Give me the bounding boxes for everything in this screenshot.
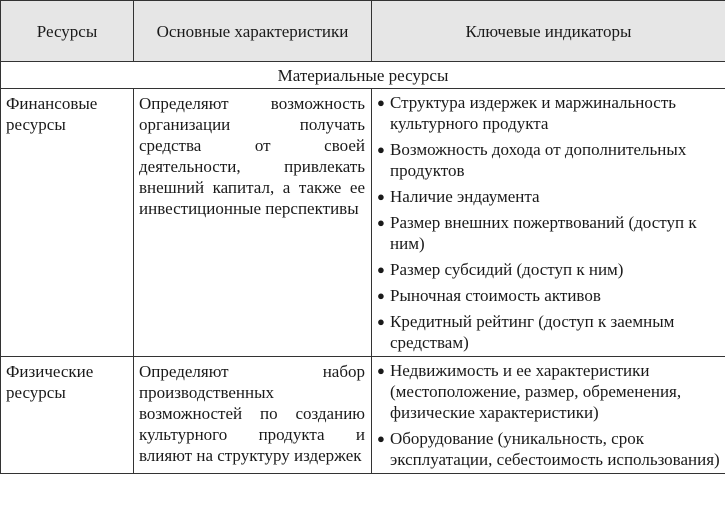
resource-name: Финансовые ресурсы bbox=[1, 89, 134, 357]
indicator-text: Кредитный рейтинг (доступ к заемным средствам) bbox=[390, 312, 675, 352]
bullet-icon: ● bbox=[377, 95, 385, 110]
indicator-text: Оборудование (уникальность, срок эксплуатации, себестоимость использования) bbox=[390, 429, 720, 469]
table-row bbox=[1, 89, 725, 357]
indicator-list bbox=[375, 360, 721, 470]
resource-name: Физические ресурсы bbox=[1, 357, 134, 474]
indicator-item bbox=[375, 139, 721, 181]
indicator-list bbox=[375, 92, 721, 353]
bullet-icon: ● bbox=[377, 215, 385, 230]
bullet-icon: ● bbox=[377, 189, 385, 204]
resource-indicators bbox=[372, 357, 725, 474]
bullet-icon: ● bbox=[377, 262, 385, 277]
indicator-text: Рыночная стоимость активов bbox=[390, 286, 601, 305]
indicator-item bbox=[375, 285, 721, 306]
bullet-icon: ● bbox=[377, 142, 385, 157]
indicator-text: Наличие эндаумента bbox=[390, 187, 540, 206]
resource-characteristics: Определяют набор производственных возможностей по созданию культурного продукта и влияют на структуру издержек bbox=[134, 357, 372, 474]
indicator-item bbox=[375, 311, 721, 353]
header-characteristics: Основные характеристики bbox=[134, 1, 372, 62]
indicator-item bbox=[375, 259, 721, 280]
indicator-item bbox=[375, 92, 721, 134]
indicator-text: Размер внешних пожертвований (доступ к ним) bbox=[390, 213, 697, 253]
indicator-text: Возможность дохода от дополнительных продуктов bbox=[390, 140, 687, 180]
indicator-item bbox=[375, 360, 721, 423]
bullet-icon: ● bbox=[377, 431, 385, 446]
indicator-text: Размер субсидий (доступ к ним) bbox=[390, 260, 624, 279]
header-indicators: Ключевые индикаторы bbox=[372, 1, 725, 62]
indicator-item bbox=[375, 428, 721, 470]
section-title: Материальные ресурсы bbox=[1, 62, 725, 89]
indicator-text: Структура издержек и маржинальность культурного продукта bbox=[390, 93, 676, 133]
indicator-item bbox=[375, 186, 721, 207]
table-row bbox=[1, 357, 725, 474]
resource-indicators bbox=[372, 89, 725, 357]
bullet-icon: ● bbox=[377, 363, 385, 378]
header-resources: Ресурсы bbox=[1, 1, 134, 62]
section-row bbox=[1, 62, 725, 89]
table-header bbox=[1, 1, 725, 62]
indicator-text: Недвижимость и ее характеристики (местоположение, размер, обременения, физические характеристики) bbox=[390, 361, 682, 422]
bullet-icon: ● bbox=[377, 288, 385, 303]
indicator-item bbox=[375, 212, 721, 254]
bullet-icon: ● bbox=[377, 314, 385, 329]
resource-characteristics: Определяют возможность организации получать средства от своей деятельности, привлекать внешний капитал, а также ее инвестиционные перспективы bbox=[134, 89, 372, 357]
